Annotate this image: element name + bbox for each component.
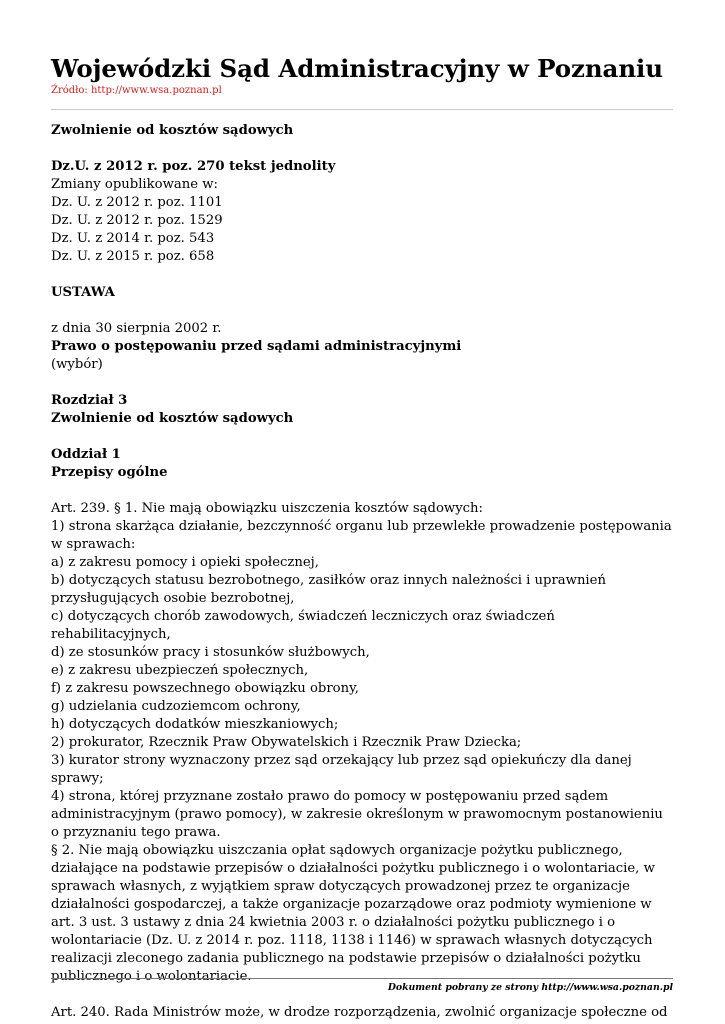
article-paragraph: h) dotyczących dodatków mieszkaniowych; (51, 717, 339, 732)
ustawa-heading: USTAWA (51, 285, 115, 300)
changes-label: Zmiany opublikowane w: (51, 177, 218, 192)
article-paragraph: 3) kurator strony wyznaczony przez sąd orzekający lub przez sąd opiekuńczy dla danej sprawy; (51, 753, 632, 786)
doc-heading: Zwolnienie od kosztów sądowych (51, 123, 294, 138)
article-paragraph: a) z zakresu pomocy i opieki społecznej, (51, 555, 319, 570)
page-title: Wojewódzki Sąd Administracyjny w Poznaniu (51, 54, 663, 83)
footer-note: Dokument pobrany ze strony http://www.wsa.poznan.pl (387, 982, 673, 993)
header-divider (51, 109, 673, 110)
dzu-reference: Dz.U. z 2012 r. poz. 270 tekst jednolity (51, 159, 336, 174)
change-item: Dz. U. z 2014 r. poz. 543 (51, 231, 215, 246)
article-paragraph: Art. 239. § 1. Nie mają obowiązku uiszczenia kosztów sądowych: (51, 501, 483, 516)
source-link[interactable]: Źródło: http://www.wsa.poznan.pl (51, 85, 222, 96)
article-paragraph: c) dotyczących chorób zawodowych, świadczeń leczniczych oraz świadczeń rehabilitacyjnych, (51, 609, 555, 642)
division-number: Oddział 1 (51, 447, 121, 462)
document-body (51, 122, 673, 1022)
document-page (51, 54, 673, 1022)
act-date: z dnia 30 sierpnia 2002 r. (51, 321, 222, 336)
division-title: Przepisy ogólne (51, 465, 168, 480)
chapter-title: Zwolnienie od kosztów sądowych (51, 411, 294, 426)
article-paragraph: e) z zakresu ubezpieczeń społecznych, (51, 663, 309, 678)
article-paragraph: f) z zakresu powszechnego obowiązku obrony, (51, 681, 359, 696)
article-paragraph: 1) strona skarżąca działanie, bezczynność organu lub przewlekłe prowadzenie postępowania w sprawach: (51, 519, 672, 552)
article-240: Art. 240. Rada Ministrów może, w drodze rozporządzenia, zwolnić organizacje społeczne od (51, 1005, 668, 1020)
chapter-number: Rozdział 3 (51, 393, 128, 408)
footer-divider (51, 978, 673, 979)
article-paragraph: 4) strona, której przyznane zostało prawo do pomocy w postępowaniu przed sądem administracyjnym (prawo pomocy), w zakresie określonym w prawomocnym postanowieniu o przyznaniu tego prawa. (51, 789, 663, 840)
selection-note: (wybór) (51, 357, 103, 372)
article-paragraph: d) ze stosunków pracy i stosunków służbowych, (51, 645, 370, 660)
article-paragraph: b) dotyczących statusu bezrobotnego, zasiłków oraz innych należności i uprawnień przysługujących osobie bezrobotnej, (51, 573, 606, 606)
article-paragraph: g) udzielania cudzoziemcom ochrony, (51, 699, 301, 714)
article-paragraph: § 2. Nie mają obowiązku uiszczania opłat sądowych organizacje pożytku publicznego, działające na podstawie przepisów o działalności pożytku publicznego i o wolontariacie, w sprawach własnych, z wyjątkiem spraw dotyczących prowadzonej przez te organizacje działalności gospodarczej, a także organizacje pozarządowe oraz podmioty wymienione w art. 3 ust. 3 ustawy z dnia 24 kwietnia 2003 r. o działalności pożytku publicznego i o wolontariacie (Dz. U. z 2014 r. poz. 1118, 1138 i 1146) w sprawach własnych dotyczących realizacji zleconego zadania publicznego na podstawie przepisów o działalności pożytku publicznego i o wolontariacie. (51, 843, 655, 984)
article-paragraph: 2) prokurator, Rzecznik Praw Obywatelskich i Rzecznik Praw Dziecka; (51, 735, 522, 750)
change-item: Dz. U. z 2012 r. poz. 1101 (51, 195, 223, 210)
change-item: Dz. U. z 2015 r. poz. 658 (51, 249, 215, 264)
change-item: Dz. U. z 2012 r. poz. 1529 (51, 213, 223, 228)
act-title: Prawo o postępowaniu przed sądami administracyjnymi (51, 339, 462, 354)
